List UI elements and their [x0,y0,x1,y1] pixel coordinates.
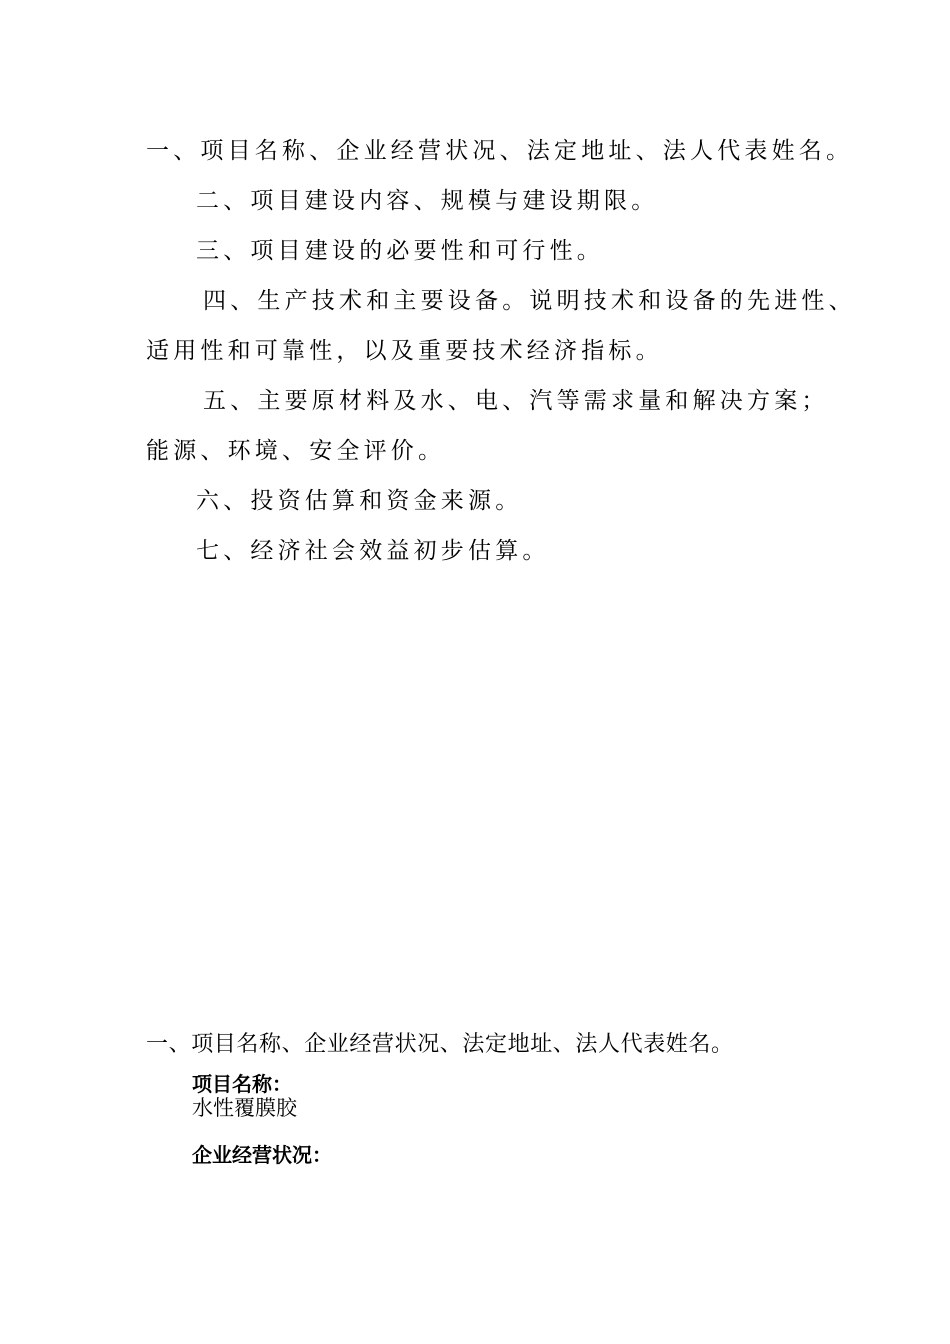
outline-item-3: 三、项目建设的必要性和可行性。 [196,238,604,264]
outline-item-1: 一、项目名称、企业经营状况、法定地址、法人代表姓名。 [146,138,854,164]
outline-item-2: 二、项目建设内容、规模与建设期限。 [196,188,659,214]
business-status-label: 企业经营状况： [192,1143,332,1167]
project-name-value: 水性覆膜胶 [192,1096,297,1120]
outline-item-7: 七、经济社会效益初步估算。 [196,538,550,564]
outline-item-6: 六、投资估算和资金来源。 [196,488,523,514]
section-1-heading: 一、项目名称、企业经营状况、法定地址、法人代表姓名。 [146,1032,734,1057]
outline-item-5-line-2: 能源、环境、安全评价。 [146,438,446,464]
outline-item-5-line-1: 五、主要原材料及水、电、汽等需求量和解决方案； [203,388,829,414]
project-name-label: 项目名称： [192,1072,292,1096]
outline-item-4-line-2: 适用性和可靠性，以及重要技术经济指标。 [146,338,663,364]
outline-item-4-line-1: 四、生产技术和主要设备。说明技术和设备的先进性、 [203,288,856,314]
